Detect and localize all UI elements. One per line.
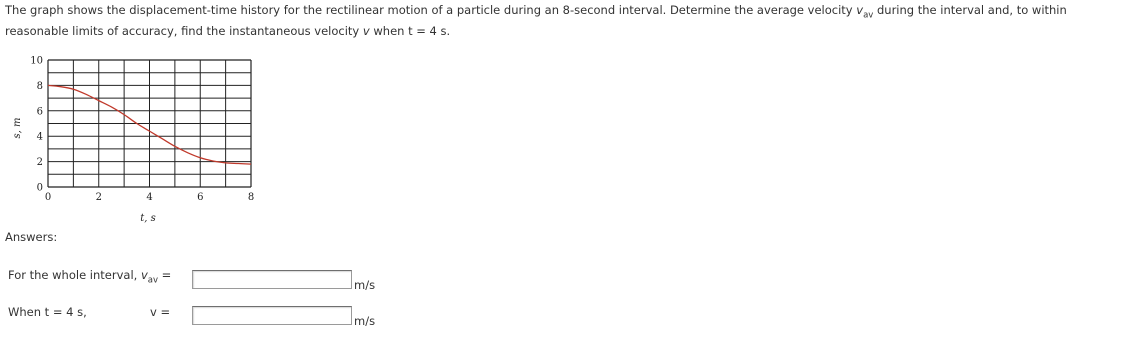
y-tick-label: 10 <box>30 55 43 67</box>
row2-label: When t = 4 s, <box>8 305 87 319</box>
v-answer-input[interactable] <box>192 306 352 325</box>
y-tick-label: 8 <box>36 80 43 92</box>
row1-unit: m/s <box>354 278 376 292</box>
question-part1: The graph shows the displacement-time history for the rectilinear motion of a particle during an 8-second interval. Determine the average velocity <box>5 3 857 17</box>
chart-ticks <box>30 56 254 204</box>
x-axis-label: t, s <box>140 213 156 224</box>
v-symbol: v <box>362 24 370 39</box>
vav-subscript: av <box>863 10 874 21</box>
x-tick-label: 8 <box>247 192 255 203</box>
question-part3: when t = 4 s. <box>369 24 451 39</box>
y-axis-label: s, m <box>12 117 23 139</box>
row2-unit: m/s <box>354 314 376 328</box>
x-tick-label: 2 <box>95 192 102 203</box>
displacement-time-chart <box>0 50 280 230</box>
row1-subscript: av <box>147 275 159 286</box>
y-tick-label: 4 <box>36 131 43 143</box>
vav-symbol: v <box>856 3 864 17</box>
answers-heading: Answers: <box>5 230 58 244</box>
x-tick-label: 0 <box>44 192 52 203</box>
y-tick-label: 6 <box>36 106 43 118</box>
y-tick-label: 2 <box>36 157 43 169</box>
row1-label-text: For the whole interval, <box>8 268 141 282</box>
question-part2: during the interval and, to within reasonable limits of accuracy, find the instantaneous velocity <box>5 3 1067 39</box>
row1-label <box>8 268 171 285</box>
row2-symbol: v = <box>150 305 171 319</box>
row1-equals: = <box>158 268 172 282</box>
x-tick-label: 6 <box>197 192 204 203</box>
row1-symbol: v <box>140 268 148 282</box>
x-tick-label: 4 <box>146 192 153 203</box>
vav-answer-input[interactable] <box>192 270 352 289</box>
chart-grid <box>48 60 251 187</box>
question-text <box>5 2 1120 39</box>
y-tick-label: 0 <box>36 182 43 194</box>
